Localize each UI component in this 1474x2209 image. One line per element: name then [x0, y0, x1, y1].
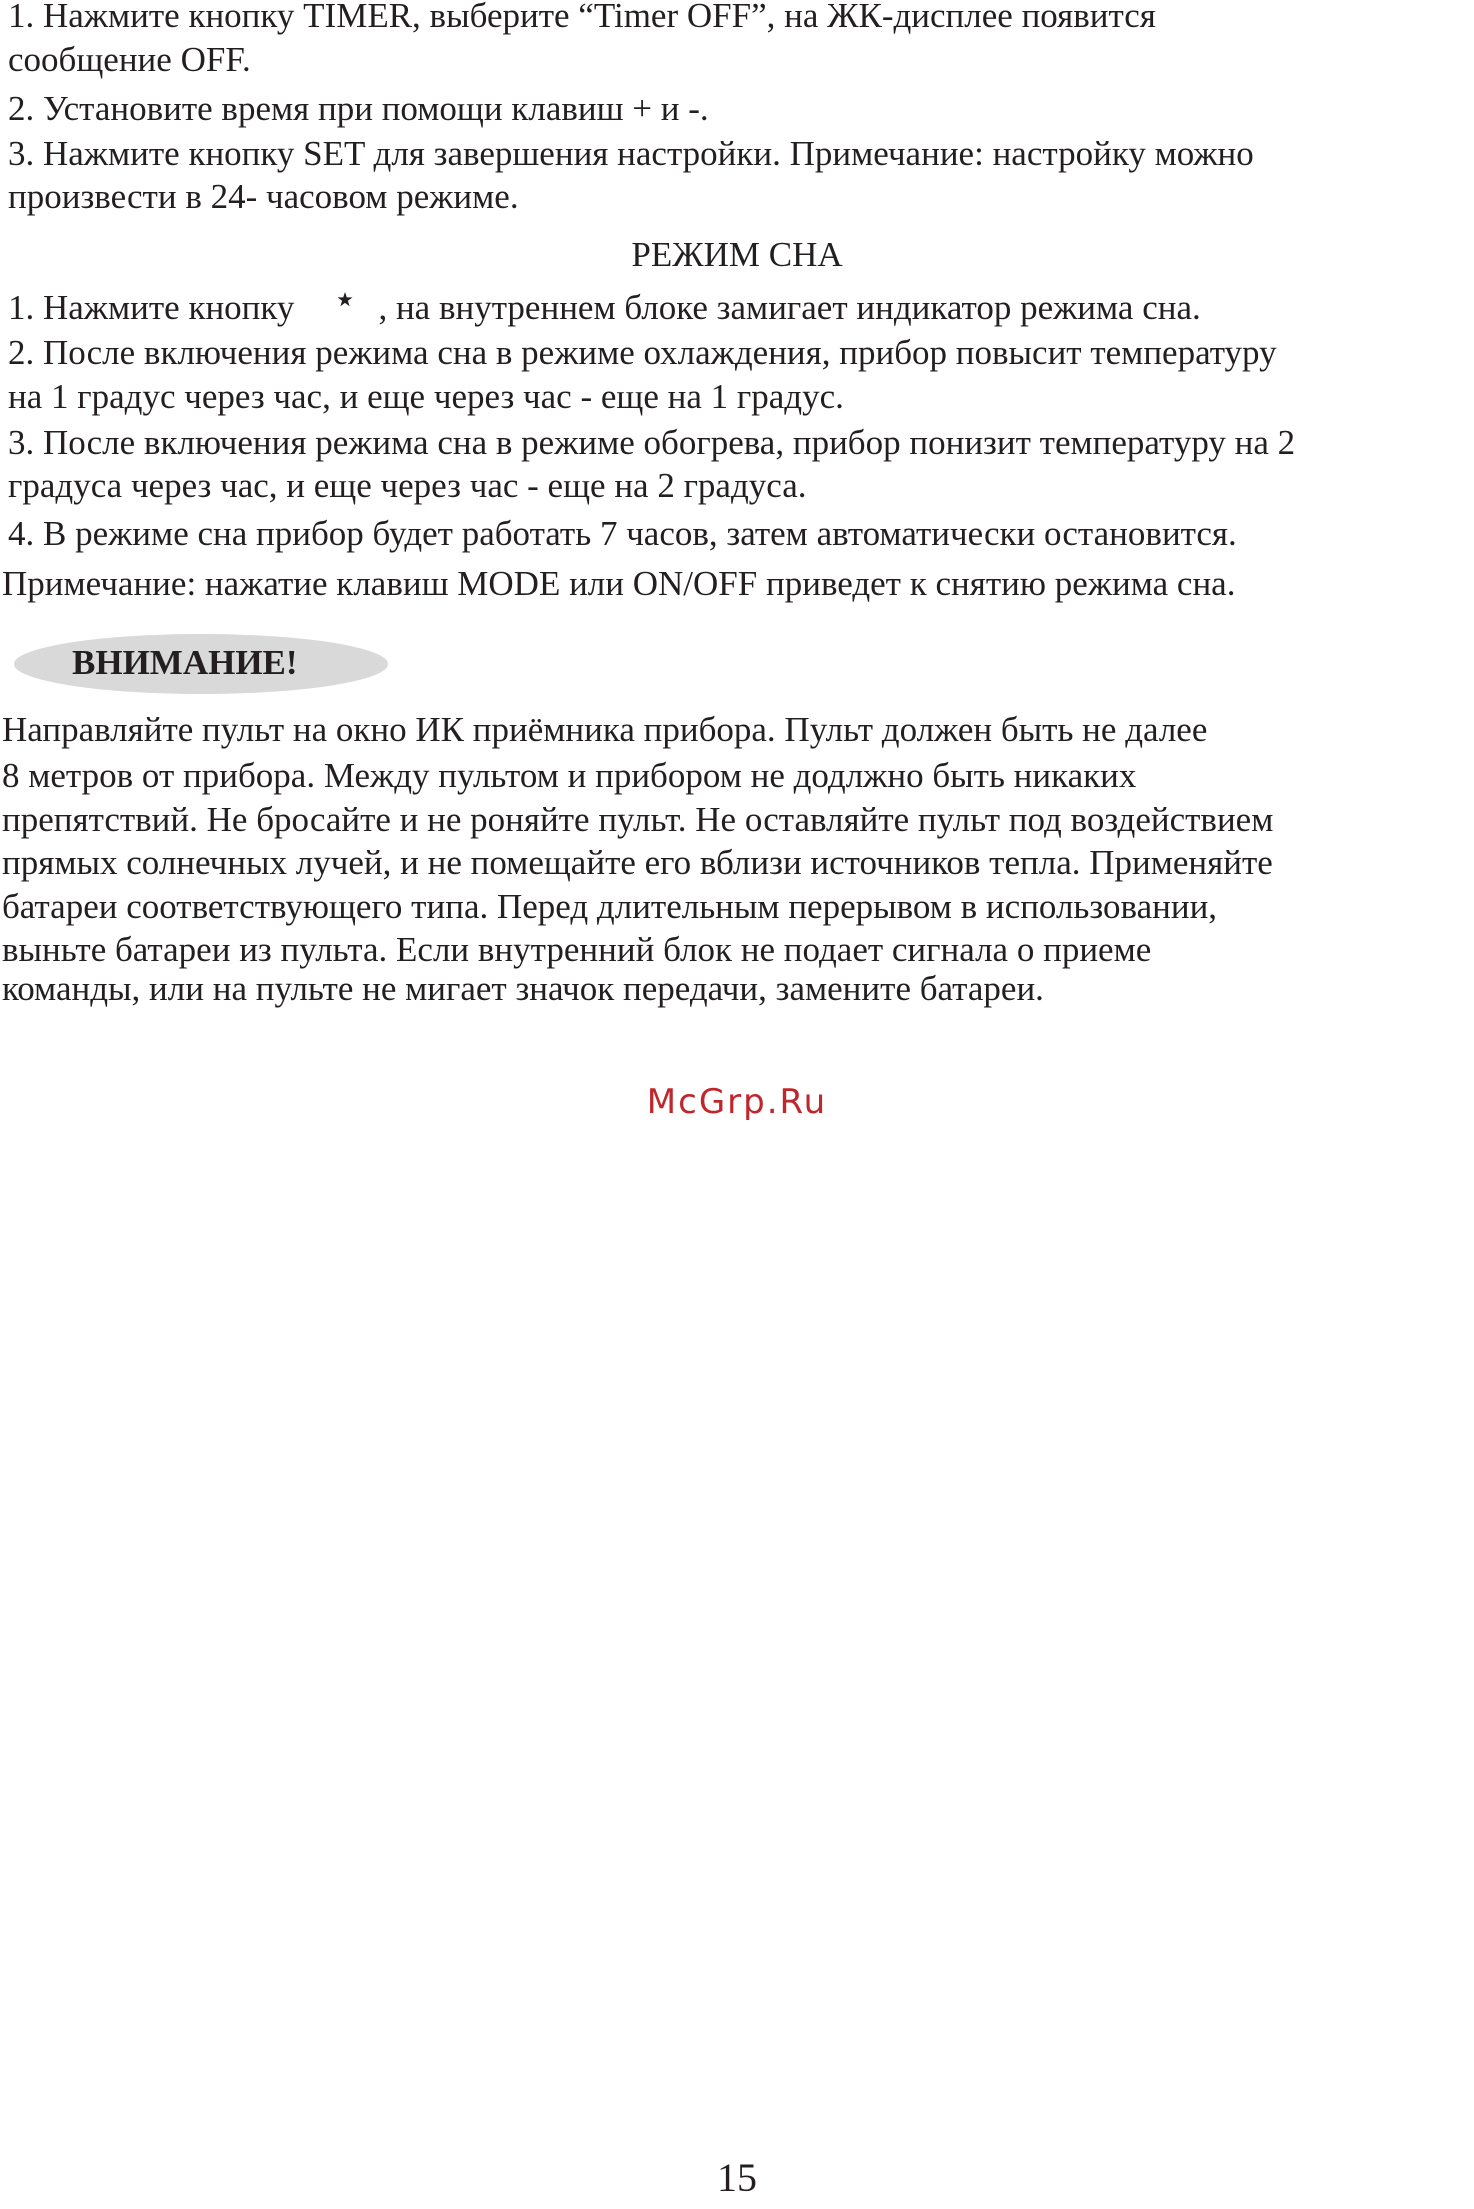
warning-line-3: препятствий. Не бросайте и не роняйте пульт. Не оставляйте пульт под воздействием: [2, 800, 1274, 839]
timer-off-line-2: сообщение OFF.: [8, 40, 251, 79]
warning-line-6: выньте батареи из пульта. Если внутренний блок не подает сигнала о приеме: [2, 930, 1152, 969]
sleep-mode-item-3-line-1: 3. После включения режима сна в режиме обогрева, прибор понизит температуру на 2: [8, 423, 1296, 462]
sleep-mode-item-3-line-2: градуса через час, и еще через час - еще на 2 градуса.: [8, 466, 807, 505]
page-number: 15: [717, 2155, 757, 2200]
sleep-mode-heading: РЕЖИМ СНА: [631, 235, 843, 274]
timer-off-line-1: 1. Нажмите кнопку TIMER, выберите “Timer OFF”, на ЖК-дисплее появится: [8, 0, 1156, 35]
sleep-mode-item-1-after: , на внутреннем блоке замигает индикатор режима сна.: [378, 288, 1201, 327]
watermark: McGrp.Ru: [646, 1082, 828, 1122]
timer-off-line-4: 3. Нажмите кнопку SET для завершения настройки. Примечание: настройку можно: [8, 134, 1254, 173]
warning-label: ВНИМАНИЕ!: [72, 643, 298, 682]
warning-line-4: прямых солнечных лучей, и не помещайте его вблизи источников тепла. Применяйте: [2, 843, 1273, 882]
timer-off-line-3: 2. Установите время при помощи клавиш + и -.: [8, 89, 709, 128]
warning-line-1: Направляйте пульт на окно ИК приёмника прибора. Пульт должен быть не далее: [2, 710, 1208, 749]
sleep-mode-item-4: 4. В режиме сна прибор будет работать 7 часов, затем автоматически остановится.: [8, 514, 1237, 553]
moon-star-icon: [312, 288, 364, 328]
sleep-mode-item-2-line-1: 2. После включения режима сна в режиме охлаждения, прибор повысит температуру: [8, 333, 1277, 372]
warning-line-7: команды, или на пульте не мигает значок передачи, замените батареи.: [2, 969, 1044, 1008]
warning-line-2: 8 метров от прибора. Между пультом и прибором не додлжно быть никаких: [2, 756, 1137, 795]
sleep-mode-item-1-before: 1. Нажмите кнопку: [8, 288, 295, 327]
sleep-mode-item-2-line-2: на 1 градус через час, и еще через час - еще на 1 градус.: [8, 377, 844, 416]
sleep-mode-item-1: [8, 288, 1201, 328]
sleep-mode-note: Примечание: нажатие клавиш MODE или ON/OFF приведет к снятию режима сна.: [2, 564, 1236, 603]
timer-off-line-5: произвести в 24- часовом режиме.: [8, 177, 519, 216]
warning-line-5: батареи соответствующего типа. Перед длительным перерывом в использовании,: [2, 887, 1218, 926]
